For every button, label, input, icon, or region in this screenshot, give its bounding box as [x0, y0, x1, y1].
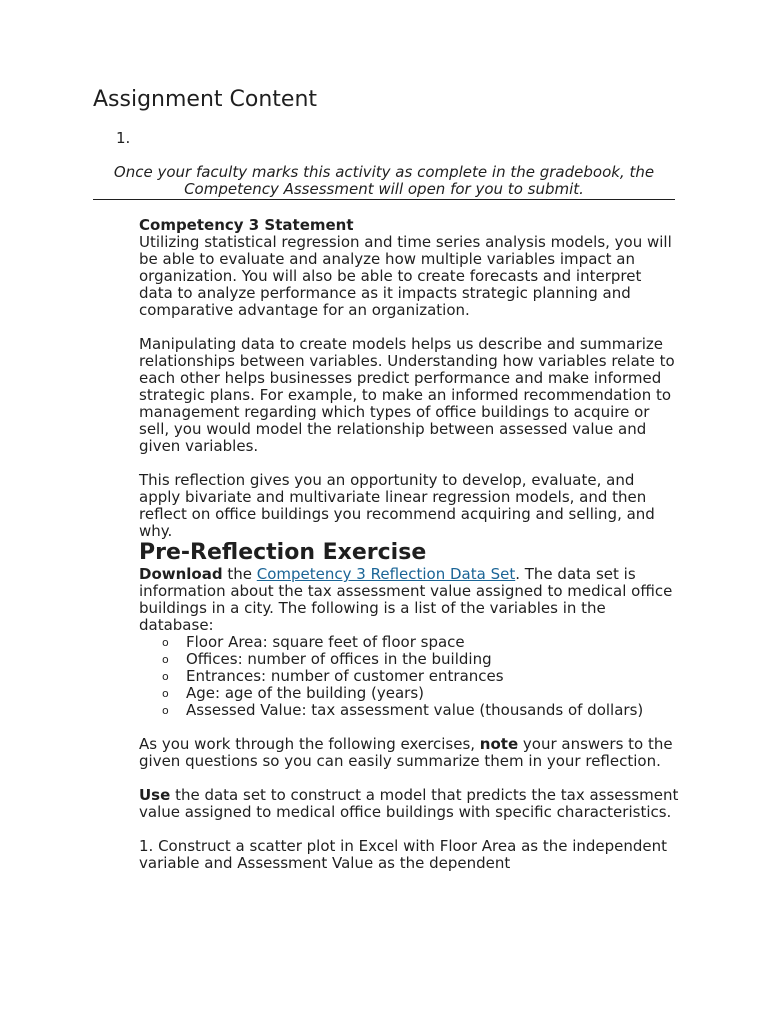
- variable-text: Offices: number of offices in the building: [186, 650, 492, 668]
- use-word: Use: [139, 786, 171, 804]
- pre-reflection-heading: Pre-Reflection Exercise: [139, 540, 427, 565]
- work-after: your answers to the given questions so you can easily summarize them in your reflection.: [139, 735, 673, 770]
- list-number: 1.: [116, 129, 131, 147]
- download-label: Download: [139, 565, 223, 583]
- paragraph-reflection: This reflection gives you an opportunity to develop, evaluate, and apply bivariate and multivariate linear regression models, and then reflect on office buildings you recommend acquiring and selling, and why.: [139, 471, 655, 540]
- assignment-body: [139, 217, 679, 872]
- work-through-paragraph: [139, 736, 679, 770]
- list-item: [162, 667, 679, 685]
- bullet-icon: o: [162, 704, 169, 717]
- work-before: As you work through the following exercises,: [139, 735, 480, 753]
- download-paragraph: [139, 566, 679, 634]
- data-set-description: . The data set is information about the tax assessment value assigned to medical office buildings in a city. The following is a list of the variables in the database:: [139, 565, 673, 634]
- bullet-icon: o: [162, 653, 169, 666]
- paragraph-models: Manipulating data to create models helps us describe and summarize relationships between variables. Understanding how variables relate to each other helps businesses predict performance and make informed strategic plans. For example, to make an informed recommendation to management regarding which types of office buildings to acquire or sell, you would model the relationship between assessed value and given variables.: [139, 335, 675, 455]
- variable-text: Floor Area: square feet of floor space: [186, 633, 465, 651]
- variable-text: Entrances: number of customer entrances: [186, 667, 504, 685]
- data-set-link[interactable]: Competency 3 Reflection Data Set: [256, 565, 516, 583]
- completion-notice: Once your faculty marks this activity as complete in the gradebook, the Competency Assessment will open for you to submit.: [113, 163, 655, 198]
- bullet-icon: o: [162, 670, 169, 683]
- the-word: the: [222, 565, 257, 583]
- variable-text: Age: age of the building (years): [186, 684, 424, 702]
- bullet-icon: o: [162, 687, 169, 700]
- list-item: [162, 701, 679, 719]
- use-after: the data set to construct a model that predicts the tax assessment value assigned to medical office buildings with specific characteristics.: [139, 786, 679, 821]
- page-title: Assignment Content: [93, 87, 318, 112]
- competency-statement: [139, 217, 679, 319]
- divider: [93, 199, 675, 200]
- statement-text: Utilizing statistical regression and time series analysis models, you will be able to evaluate and analyze how multiple variables impact an organization. You will also be able to create forecasts and interpret data to analyze performance as it impacts strategic planning and comparative advantage for an organization.: [139, 233, 672, 319]
- list-item: [162, 650, 679, 668]
- note-word: note: [479, 735, 519, 753]
- step-one: 1. Construct a scatter plot in Excel with Floor Area as the independent variable and Assessment Value as the dependent: [139, 837, 668, 872]
- use-data-paragraph: [139, 787, 679, 821]
- bullet-icon: o: [162, 636, 169, 649]
- list-item: [162, 633, 679, 651]
- variable-list: [139, 634, 679, 719]
- statement-heading: Competency 3 Statement: [139, 216, 354, 234]
- list-item: [162, 684, 679, 702]
- variable-text: Assessed Value: tax assessment value (thousands of dollars): [186, 701, 644, 719]
